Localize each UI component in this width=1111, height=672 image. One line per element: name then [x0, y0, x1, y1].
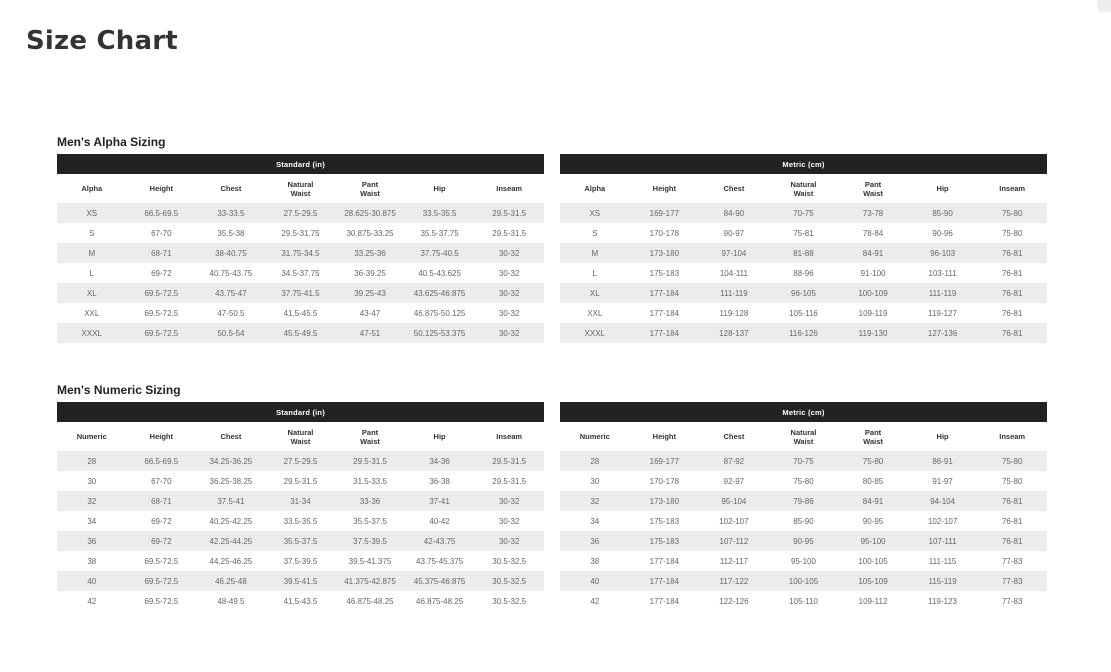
table-cell: 31.5-33.5: [335, 471, 405, 491]
table-cell: 169-177: [630, 451, 700, 471]
table-cell: 29.5-31.5: [474, 451, 544, 471]
table-cell: 105-109: [838, 571, 908, 591]
table-cell: 175-183: [630, 531, 700, 551]
table-cell: 68-71: [127, 243, 197, 263]
table-cell: 111-119: [699, 283, 769, 303]
table-cell: 37-41: [405, 491, 475, 511]
table-cell: 43.625-46.875: [405, 283, 475, 303]
table-cell: 81-88: [769, 243, 839, 263]
table-row: [560, 531, 1047, 551]
table-cell: 94-104: [908, 491, 978, 511]
table-row: [57, 303, 544, 323]
column-header: Hip: [405, 422, 475, 451]
table-cell: 88-96: [769, 263, 839, 283]
table-cell: 92-97: [699, 471, 769, 491]
table-cell: 27.5-29.5: [266, 203, 336, 223]
numeric-sizing-section: [57, 382, 1047, 606]
table-cell: 70-75: [769, 451, 839, 471]
table-cell: 40.75-43.75: [196, 263, 266, 283]
table-cell: 103-111: [908, 263, 978, 283]
table-row: [57, 451, 544, 471]
column-header: Natural Waist: [266, 422, 336, 451]
table-cell: 85-90: [769, 511, 839, 531]
column-header: Hip: [405, 174, 475, 203]
table-row: [57, 551, 544, 571]
table-cell: 40.5-43.625: [405, 263, 475, 283]
table-cell: 30: [560, 471, 630, 491]
table-row: [57, 223, 544, 243]
table-cell: 34: [560, 511, 630, 531]
table-cell: XL: [57, 283, 127, 303]
table-cell: 100-105: [769, 571, 839, 591]
table-cell: M: [560, 243, 630, 263]
table-cell: 46.875-50.125: [405, 303, 475, 323]
column-header: Inseam: [977, 422, 1047, 451]
table-cell: 37.75-40.5: [405, 243, 475, 263]
table-cell: 69.5-72.5: [127, 283, 197, 303]
column-header: Height: [127, 174, 197, 203]
table-cell: L: [57, 263, 127, 283]
table-row: [57, 323, 544, 343]
table-row: [57, 511, 544, 531]
table-cell: 34.25-36.25: [196, 451, 266, 471]
table-cell: 119-130: [838, 323, 908, 343]
table-cell: M: [57, 243, 127, 263]
table-cell: 90-96: [908, 223, 978, 243]
table-cell: 29.5-31.5: [474, 203, 544, 223]
table-cell: 39.5-41.375: [335, 551, 405, 571]
table-cell: 111-115: [908, 551, 978, 571]
column-header: Pant Waist: [335, 174, 405, 203]
table-cell: 80-85: [838, 471, 908, 491]
table-cell: 30: [57, 471, 127, 491]
table-cell: 50.5-54: [196, 323, 266, 343]
table-cell: 86-91: [908, 451, 978, 471]
table-cell: 42: [57, 591, 127, 611]
table-cell: 69.5-72.5: [127, 551, 197, 571]
table-cell: 76-81: [977, 511, 1047, 531]
table-cell: 39.5-41.5: [266, 571, 336, 591]
table-cell: 73-78: [838, 203, 908, 223]
table-cell: 46.875-48.25: [405, 591, 475, 611]
table-cell: 95-104: [699, 491, 769, 511]
table-cell: 100-109: [838, 283, 908, 303]
table-cell: 66.5-69.5: [127, 451, 197, 471]
table-cell: 29.5-31.5: [474, 471, 544, 491]
table-cell: 34.5-37.75: [266, 263, 336, 283]
table-cell: 76-81: [977, 263, 1047, 283]
table-cell: 175-183: [630, 263, 700, 283]
table-cell: 84-91: [838, 491, 908, 511]
table-cell: 46.25-48: [196, 571, 266, 591]
table-cell: 41.5-43.5: [266, 591, 336, 611]
table-row: [560, 243, 1047, 263]
table-cell: 107-112: [699, 531, 769, 551]
table-row: [560, 451, 1047, 471]
table-cell: 69.5-72.5: [127, 591, 197, 611]
table-cell: 170-178: [630, 223, 700, 243]
numeric-metric-table: [560, 402, 1047, 611]
table-cell: 177-184: [630, 551, 700, 571]
table-group-header: Metric (cm): [560, 154, 1047, 174]
table-cell: 128-137: [699, 323, 769, 343]
column-header: Pant Waist: [335, 422, 405, 451]
table-row: [560, 511, 1047, 531]
table-cell: 37.5-41: [196, 491, 266, 511]
table-cell: 177-184: [630, 323, 700, 343]
table-cell: 28.625-30.875: [335, 203, 405, 223]
table-cell: 75-80: [977, 471, 1047, 491]
table-cell: 29.5-31.75: [266, 223, 336, 243]
table-row: [57, 471, 544, 491]
column-header: Hip: [908, 422, 978, 451]
table-cell: XXXL: [560, 323, 630, 343]
table-cell: 35.5-37.75: [405, 223, 475, 243]
table-cell: 45.5-49.5: [266, 323, 336, 343]
table-cell: 38: [560, 551, 630, 571]
table-group-header: Standard (in): [57, 402, 544, 422]
table-cell: XL: [560, 283, 630, 303]
window-corner-chip: [1097, 0, 1111, 12]
table-cell: 75-81: [769, 223, 839, 243]
table-cell: 97-104: [699, 243, 769, 263]
table-row: [57, 531, 544, 551]
table-cell: 102-107: [699, 511, 769, 531]
table-cell: 75-80: [838, 451, 908, 471]
table-cell: 33-33.5: [196, 203, 266, 223]
table-cell: 95-100: [838, 531, 908, 551]
table-cell: 69-72: [127, 511, 197, 531]
table-cell: 75-80: [977, 451, 1047, 471]
table-row: [560, 551, 1047, 571]
table-row: [57, 203, 544, 223]
table-row: [57, 243, 544, 263]
table-cell: 41.5-45.5: [266, 303, 336, 323]
table-cell: 36-38: [405, 471, 475, 491]
table-row: [57, 283, 544, 303]
table-cell: 75-80: [977, 223, 1047, 243]
column-header: Height: [630, 422, 700, 451]
table-row: [57, 571, 544, 591]
table-cell: 29.5-31.5: [474, 223, 544, 243]
table-cell: 30.5-32.5: [474, 551, 544, 571]
table-row: [57, 591, 544, 611]
table-row: [560, 283, 1047, 303]
table-cell: 84-90: [699, 203, 769, 223]
table-cell: 112-117: [699, 551, 769, 571]
table-cell: 29.5-31.5: [335, 451, 405, 471]
column-header: Natural Waist: [769, 422, 839, 451]
table-cell: 177-184: [630, 591, 700, 611]
table-cell: 48-49.5: [196, 591, 266, 611]
table-cell: 119-128: [699, 303, 769, 323]
table-cell: 40-42: [405, 511, 475, 531]
table-cell: 42.25-44.25: [196, 531, 266, 551]
column-header: Chest: [196, 174, 266, 203]
table-cell: 30.875-33.25: [335, 223, 405, 243]
table-cell: 177-184: [630, 571, 700, 591]
table-cell: 33.25-36: [335, 243, 405, 263]
table-cell: 34: [57, 511, 127, 531]
table-row: [560, 591, 1047, 611]
column-header: Pant Waist: [838, 174, 908, 203]
column-header: Alpha: [57, 174, 127, 203]
table-cell: 76-81: [977, 283, 1047, 303]
table-row: [560, 491, 1047, 511]
table-cell: 40: [560, 571, 630, 591]
table-cell: 77-83: [977, 591, 1047, 611]
table-cell: 31.75-34.5: [266, 243, 336, 263]
table-cell: 30-32: [474, 283, 544, 303]
table-cell: 116-126: [769, 323, 839, 343]
table-cell: 69.5-72.5: [127, 571, 197, 591]
table-cell: 173-180: [630, 243, 700, 263]
column-header: Inseam: [977, 174, 1047, 203]
table-cell: 31-34: [266, 491, 336, 511]
table-cell: 105-116: [769, 303, 839, 323]
column-header: Natural Waist: [769, 174, 839, 203]
table-cell: 37.75-41.5: [266, 283, 336, 303]
table-cell: XXXL: [57, 323, 127, 343]
table-row: [560, 203, 1047, 223]
table-cell: 28: [57, 451, 127, 471]
table-cell: 68-71: [127, 491, 197, 511]
column-header: Height: [127, 422, 197, 451]
column-header: Numeric: [560, 422, 630, 451]
table-cell: 43-47: [335, 303, 405, 323]
table-cell: 173-180: [630, 491, 700, 511]
table-cell: 177-184: [630, 303, 700, 323]
table-cell: 36.25-38.25: [196, 471, 266, 491]
table-cell: 119-123: [908, 591, 978, 611]
table-cell: 35.5-37.5: [266, 531, 336, 551]
column-header: Hip: [908, 174, 978, 203]
table-cell: 77-83: [977, 571, 1047, 591]
table-cell: 77-83: [977, 551, 1047, 571]
table-row: [560, 571, 1047, 591]
table-cell: 95-100: [769, 551, 839, 571]
column-header: Height: [630, 174, 700, 203]
table-cell: 28: [560, 451, 630, 471]
numeric-standard-table: [57, 402, 544, 611]
table-cell: 70-75: [769, 203, 839, 223]
table-cell: 38: [57, 551, 127, 571]
table-cell: S: [560, 223, 630, 243]
table-cell: 109-112: [838, 591, 908, 611]
table-cell: 115-119: [908, 571, 978, 591]
table-cell: 29.5-31.5: [266, 471, 336, 491]
table-cell: 76-81: [977, 303, 1047, 323]
table-cell: 90-95: [838, 511, 908, 531]
table-cell: 47-51: [335, 323, 405, 343]
table-cell: 69-72: [127, 263, 197, 283]
table-cell: L: [560, 263, 630, 283]
table-cell: XS: [560, 203, 630, 223]
table-cell: 105-110: [769, 591, 839, 611]
column-header: Alpha: [560, 174, 630, 203]
table-cell: 30.5-32.5: [474, 571, 544, 591]
table-cell: 76-81: [977, 531, 1047, 551]
column-header: Pant Waist: [838, 422, 908, 451]
table-cell: 35.5-37.5: [335, 511, 405, 531]
table-cell: 69.5-72.5: [127, 303, 197, 323]
alpha-metric-table: [560, 154, 1047, 343]
alpha-sizing-section: [57, 134, 1047, 338]
table-cell: 69.5-72.5: [127, 323, 197, 343]
table-cell: 69-72: [127, 531, 197, 551]
table-cell: 96-103: [908, 243, 978, 263]
table-row: [57, 491, 544, 511]
table-cell: 85-90: [908, 203, 978, 223]
table-row: [57, 263, 544, 283]
table-cell: 90-95: [769, 531, 839, 551]
alpha-standard-table: [57, 154, 544, 343]
column-header: Chest: [699, 174, 769, 203]
table-cell: 78-84: [838, 223, 908, 243]
table-cell: 36: [560, 531, 630, 551]
table-cell: 40: [57, 571, 127, 591]
table-cell: 43.75-47: [196, 283, 266, 303]
table-cell: 50.125-53.375: [405, 323, 475, 343]
table-cell: 45.375-46.875: [405, 571, 475, 591]
table-cell: 44.25-46.25: [196, 551, 266, 571]
table-cell: 109-119: [838, 303, 908, 323]
table-row: [560, 263, 1047, 283]
table-cell: 30-32: [474, 531, 544, 551]
table-group-header: Metric (cm): [560, 402, 1047, 422]
table-cell: 76-81: [977, 323, 1047, 343]
table-cell: 27.5-29.5: [266, 451, 336, 471]
table-row: [560, 223, 1047, 243]
table-cell: XS: [57, 203, 127, 223]
table-cell: 41.375-42.875: [335, 571, 405, 591]
table-cell: 75-80: [769, 471, 839, 491]
table-cell: 35.5-38: [196, 223, 266, 243]
table-cell: 36: [57, 531, 127, 551]
table-cell: 38-40.75: [196, 243, 266, 263]
column-header: Inseam: [474, 174, 544, 203]
table-cell: 87-92: [699, 451, 769, 471]
table-cell: 32: [560, 491, 630, 511]
table-cell: 67-70: [127, 223, 197, 243]
numeric-section-title: Men's Numeric Sizing: [57, 383, 181, 397]
alpha-section-title: Men's Alpha Sizing: [57, 135, 166, 149]
table-cell: 67-70: [127, 471, 197, 491]
table-cell: 102-107: [908, 511, 978, 531]
table-cell: 42: [560, 591, 630, 611]
table-cell: 33-36: [335, 491, 405, 511]
table-cell: 91-100: [838, 263, 908, 283]
table-cell: 100-105: [838, 551, 908, 571]
table-cell: 104-111: [699, 263, 769, 283]
table-cell: 47-50.5: [196, 303, 266, 323]
table-cell: 177-184: [630, 283, 700, 303]
table-cell: 33.5-35.5: [266, 511, 336, 531]
column-header: Inseam: [474, 422, 544, 451]
column-header: Chest: [699, 422, 769, 451]
table-cell: S: [57, 223, 127, 243]
table-cell: 84-91: [838, 243, 908, 263]
table-cell: 30-32: [474, 303, 544, 323]
table-cell: 43.75-45.375: [405, 551, 475, 571]
table-cell: 30-32: [474, 243, 544, 263]
page-title: Size Chart: [26, 26, 178, 56]
table-cell: 36-39.25: [335, 263, 405, 283]
table-cell: 75-80: [977, 203, 1047, 223]
table-cell: 170-178: [630, 471, 700, 491]
table-cell: XXL: [57, 303, 127, 323]
table-cell: 37.5-39.5: [266, 551, 336, 571]
table-cell: 119-127: [908, 303, 978, 323]
table-cell: 117-122: [699, 571, 769, 591]
table-cell: 30-32: [474, 511, 544, 531]
table-cell: 79-86: [769, 491, 839, 511]
table-cell: 34-36: [405, 451, 475, 471]
column-header: Numeric: [57, 422, 127, 451]
table-cell: 127-136: [908, 323, 978, 343]
table-cell: 107-111: [908, 531, 978, 551]
table-row: [560, 471, 1047, 491]
table-cell: 30-32: [474, 323, 544, 343]
table-cell: 66.5-69.5: [127, 203, 197, 223]
table-cell: 90-97: [699, 223, 769, 243]
table-cell: XXL: [560, 303, 630, 323]
table-cell: 30-32: [474, 263, 544, 283]
table-cell: 111-119: [908, 283, 978, 303]
table-cell: 96-105: [769, 283, 839, 303]
column-header: Natural Waist: [266, 174, 336, 203]
table-cell: 91-97: [908, 471, 978, 491]
table-cell: 37.5-39.5: [335, 531, 405, 551]
table-cell: 40.25-42.25: [196, 511, 266, 531]
table-cell: 169-177: [630, 203, 700, 223]
table-group-header: Standard (in): [57, 154, 544, 174]
table-cell: 175-183: [630, 511, 700, 531]
table-cell: 30.5-32.5: [474, 591, 544, 611]
table-row: [560, 323, 1047, 343]
column-header: Chest: [196, 422, 266, 451]
table-row: [560, 303, 1047, 323]
table-cell: 30-32: [474, 491, 544, 511]
table-cell: 46.875-48.25: [335, 591, 405, 611]
table-cell: 39.25-43: [335, 283, 405, 303]
table-cell: 122-126: [699, 591, 769, 611]
table-cell: 42-43.75: [405, 531, 475, 551]
table-cell: 76-81: [977, 243, 1047, 263]
table-cell: 32: [57, 491, 127, 511]
table-cell: 33.5-35.5: [405, 203, 475, 223]
table-cell: 76-81: [977, 491, 1047, 511]
